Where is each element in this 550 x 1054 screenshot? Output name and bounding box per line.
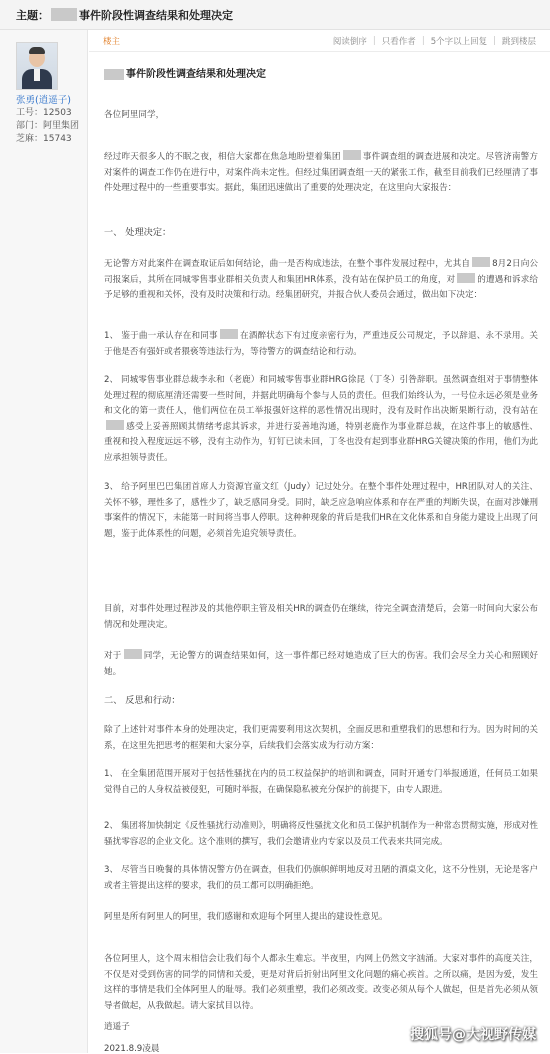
avatar[interactable]	[16, 42, 58, 90]
section-1-heading: 一、 处理决定：	[104, 227, 172, 238]
greeting: 各位阿里同学，	[104, 110, 165, 120]
employee-id: 工号：12503	[16, 108, 72, 118]
action-1: 1、 在全集团范围开展对于包括性骚扰在内的员工权益保护的培训和调查，同时开通专门举报通道，任何员工如果觉得自己的人身权益被侵犯，可随时举报，在确保隐私被充分保护的前提下，由专人跟进。	[104, 769, 538, 795]
watermark: 搜狐号@大视野传媒	[410, 1027, 536, 1043]
reverse-order-link[interactable]: 阅读倒序	[332, 36, 367, 47]
topic-title: 事件阶段性调查结果和处理决定	[79, 8, 233, 22]
section-1-followup: 目前，对事件处理过程涉及的其他停职主管及相关HR的调查仍在继续，待完全调查清楚后，会第一时间向大家公布情况和处理决定。	[104, 604, 538, 630]
welcome-feedback: 阿里是所有阿里人的阿里，我们感谢和欢迎每个阿里人提出的建设性意见。	[104, 912, 388, 922]
signature: 逍遥子	[104, 1022, 130, 1032]
intro-paragraph: 经过昨天很多人的不眠之夜，相信大家都在焦急地盼望着集团 事件调查组的调查进展和决定。尽管济南警方对案件的调查工作仍在进行中，对案件尚未定性。但经过集团调查组一天的紧张工作，截至目前我们已经厘清了事件处理过程中的一些重要事实。据此，集团迅速做出了重要的处理决定，在这里向大家报告：	[104, 152, 538, 193]
author-only-link[interactable]: 只看作者	[381, 36, 416, 47]
victim-care-paragraph: 对于 同学，无论警方的调查结果如何，这一事件都已经对她造成了巨大的伤害。我们会尽全力关心和照顾好她。	[104, 651, 538, 677]
author-sidebar	[0, 30, 88, 1053]
decision-3: 3、 给予阿里巴巴集团首席人力资源官童文红（Judy）记过处分。在整个事件处理过程中，HR团队对人的关注、关怀不够，理性多了，感性少了，缺乏感同身受。同时，缺乏应急响应体系和存在严重的判断失误，在面对涉嫌刑事案件的情况下，未能第一时间将当事人停职。这种种现象的背后是我们HR在文化体系和自身能力建设上出现了问题，鉴于此体系性的问题，必须首先追究领导责任。	[104, 482, 538, 539]
section-1-intro: 无论警方对此案件在调查取证后如何结论，曲一是否构成违法，在整个事件发展过程中，尤其自 8月2日向公司报案后，其所在同城零售事业群相关负责人和集团HR体系，没有站在保护员工的角度，对 的遭遇和诉求给予足够的重视和关怀，没有及时决策和行动。经集团研究，并报合伙人委员会通过，做出如下决定：	[104, 259, 538, 300]
action-2: 2、 集团将加快制定《反性骚扰行动准则》，明确将反性骚扰文化和员工保护机制作为一种常态贯彻实施，形成对性骚扰零容忍的企业文化。这个准则的撰写，我们会邀请业内专家以及员工代表来共同完成。	[104, 821, 538, 847]
section-2-intro: 除了上述针对事件本身的处理决定，我们更需要利用这次契机，全面反思和重塑我们的思想和行为。因为时间的关系，在这里先把思考的框架和大家分享，后续我们会落实成为行动方案：	[104, 725, 538, 751]
post-title: 事件阶段性调查结果和处理决定	[104, 65, 266, 80]
post-date: 2021.8.9凌晨	[104, 1044, 160, 1054]
decision-2: 2、 同城零售事业群总裁李永和（老鹿）和同城零售事业群HRG徐昆（丁冬）引咎辞职。虽然调查组对于事情整体处理过程的彻底厘清还需要一些时间，并据此明确每个参与人员的责任。但我们始终认为，一号位永远必须是业务和文化的第一责任人，他们两位在员工举报强奸这样的恶性情况出现时，没有及时作出决断果断行动，没有站在感受上妥善照顾其情绪考虑其诉求，并进行妥善地沟通，特别老鹿作为事业群总裁，在这件事上的敏感性、重视和投入程度远远不够，没有主动作为，钉钉已读未回，丁冬也没有起到事业群HRG关键决策的作用，他们为此应承担领导责任。	[104, 375, 538, 463]
post-actions	[333, 35, 536, 47]
closing-paragraph: 各位阿里人，这个周末相信会让我们每个人都永生难忘。半夜里，内网上仍然文字汹涌。大家对事件的高度关注，不仅是对受到伤害的同学的同情和关爱，更是对背后折射出阿里文化问题的痛心疾首。之所以痛，是因为爱，发生这样的事情是我们全体阿里人的耻辱。我们必须重塑，我们必须改变。改变必须从每个人做起，但是首先必须从领导者做起，从我做起。请大家拭目以待。	[104, 954, 538, 1011]
redacted-name	[220, 329, 238, 339]
topic-bar	[0, 0, 550, 30]
divider: |	[421, 35, 425, 46]
redacted-name	[472, 257, 490, 267]
sesame-score: 芝麻：15743	[16, 134, 72, 144]
redacted-name	[343, 150, 361, 160]
department: 部门：阿里集团	[16, 121, 80, 131]
decision-1: 1、 鉴于曲一承认存在和同事 在酒醉状态下有过度亲密行为，严重违反公司规定，予以辞退、永不录用。关于他是否有强奸或者猥亵等违法行为，等待警方的调查结论和行动。	[104, 331, 538, 357]
section-2-heading: 二、 反思和行动：	[104, 695, 181, 706]
post-header	[89, 30, 550, 52]
redacted-name	[51, 8, 77, 21]
redacted-name	[124, 649, 142, 659]
divider: |	[372, 35, 376, 46]
jump-to-floor-link[interactable]: 跳到楼层	[501, 36, 536, 47]
redacted-name	[106, 420, 124, 430]
action-3: 3、 尽管当日晚餐的具体情况警方仍在调查，但我们仍旗帜鲜明地反对丑陋的酒桌文化，这不分性别，无论是客户或者主管提出这样的要求，我们的员工都可以明确拒绝。	[104, 865, 538, 891]
author-name[interactable]: 张勇(逍遥子)	[16, 95, 71, 106]
topic-label: 主题：	[16, 8, 49, 22]
op-tag: 楼主	[103, 36, 121, 47]
redacted-name	[457, 273, 475, 283]
redacted-name	[104, 69, 124, 80]
long-replies-link[interactable]: 5个字以上回复	[430, 36, 488, 47]
divider: |	[493, 35, 496, 46]
